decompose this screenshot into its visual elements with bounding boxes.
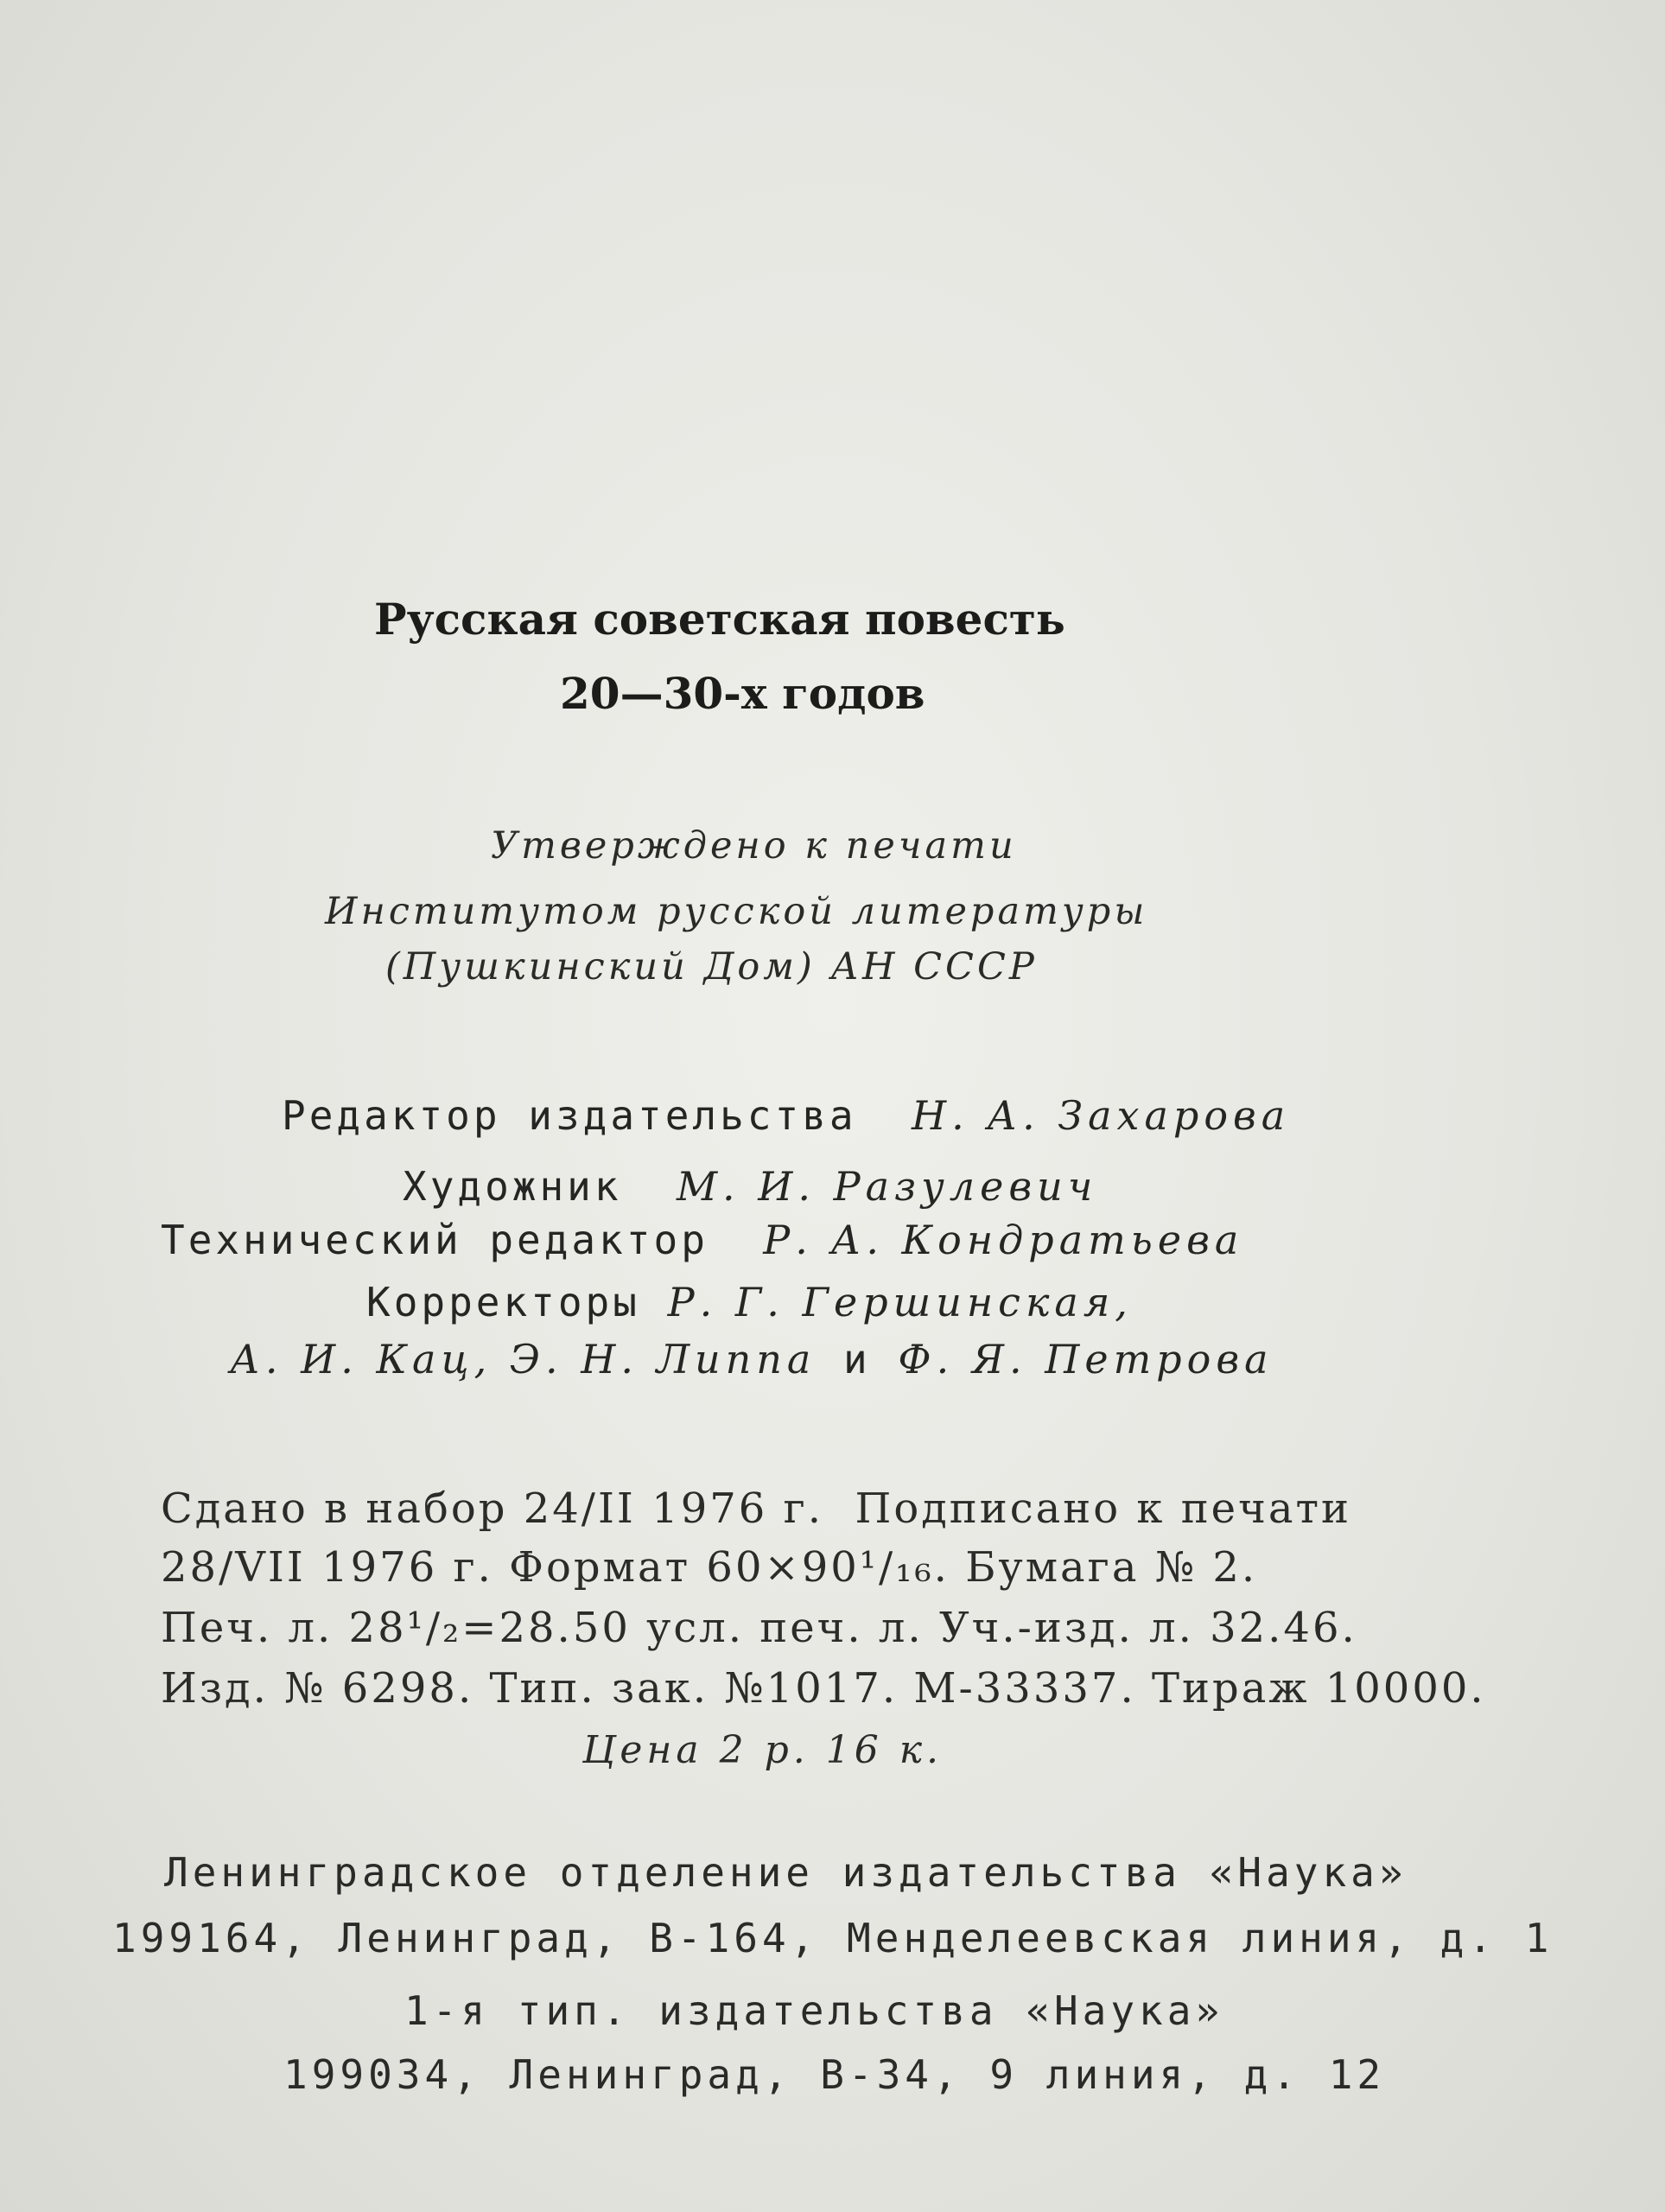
proofreaders-names-1: Р. Г. Гершинская, [667,1279,1133,1325]
approval-line-2: Институтом русской литературы [325,890,1148,933]
editor-name: Н. А. Захарова [911,1092,1291,1139]
book-title-line-1: Русская советская повесть [374,594,1065,645]
artist-name: М. И. Разулевич [676,1163,1098,1210]
printer-line-2: 199034, Ленинград, В-34, 9 линия, д. 12 [283,2051,1386,2098]
proofreaders-role: Корректоры [366,1279,640,1325]
price: Цена 2 р. 16 к. [582,1728,943,1772]
artist-role: Художник [403,1163,622,1210]
tech-editor-role: Технический редактор [161,1217,709,1263]
tech-editor-name: Р. А. Кондратьева [763,1217,1244,1263]
imprint-line-4: Изд. № 6298. Тип. зак. №1017. М-33337. Тираж 10000. [161,1664,1486,1713]
proofreaders-names-2b: Ф. Я. Петрова [898,1336,1274,1382]
printer-line-1: 1-я тип. издательства «Наука» [404,1987,1224,2034]
approval-line-1: Утверждено к печати [491,824,1017,868]
artist-credit [0,1163,1665,1210]
imprint-line-2: 28/VII 1976 г. Формат 60×90¹/₁₆. Бумага № 2. [161,1543,1258,1592]
tech-editor-credit [0,1217,1665,1263]
publisher-line-2: 199164, Ленинград, В-164, Менделеевская линия, д. 1 [112,1915,1554,1961]
editor-credit [0,1092,1665,1139]
imprint-line-3: Печ. л. 28¹/₂=28.50 усл. печ. л. Уч.-изд. л. 32.46. [161,1604,1357,1652]
publisher-line-1: Ленинградское отделение издательства «Наука» [164,1849,1408,1896]
editor-role: Редактор издательства [282,1092,857,1139]
proofreaders-credit [0,1279,1665,1325]
proofreaders-credit-cont [0,1336,1665,1382]
book-title-line-2: 20—30-х годов [560,668,925,719]
proofreaders-conj: и [843,1336,871,1382]
proofreaders-names-2a: А. И. Кац, Э. Н. Липпа [230,1336,817,1382]
approval-line-3: (Пушкинский Дом) АН СССР [385,945,1038,988]
imprint-line-1: Сдано в набор 24/II 1976 г. Подписано к печати [161,1484,1351,1533]
